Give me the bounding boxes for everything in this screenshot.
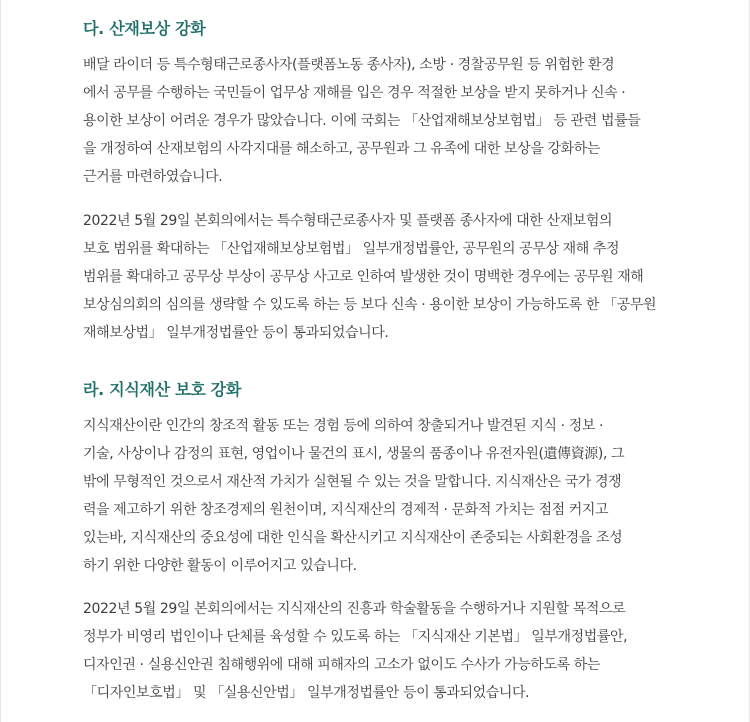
text-line: 2022년 5월 29일 본회의에서는 지식재산의 진흥과 학술활동을 수행하거나 지원할 목적으로	[83, 601, 626, 617]
text-line: 디자인권 · 실용신안권 침해행위에 대해 피해자의 고소가 없이도 수사가 가능하도록 하는	[83, 657, 601, 673]
text-line: 2022년 5월 29일 본회의에서는 특수형태근로종사자 및 플랫폼 종사자에 대한 산재보험의	[83, 213, 613, 229]
text-line: 을 개정하여 산재보험의 사각지대를 해소하고, 공무원과 그 유족에 대한 보상을 강화하는	[83, 141, 601, 157]
text-line: 보호 범위를 확대하는 「산업재해보상보험법」 일부개정법률안, 공무원의 공무상 재해 추정	[83, 241, 620, 257]
paragraph-accident-plenary	[83, 207, 679, 347]
text-line: 기술, 사상이나 감정의 표현, 영업이나 물건의 표시, 생물의 품종이나 유전자원(遺傳資源), 그	[83, 446, 625, 462]
text-line: 에서 공무를 수행하는 국민들이 업무상 재해를 입은 경우 적절한 보상을 받지 못하거나 신속 ·	[83, 85, 626, 101]
text-line: 보상심의회의 심의를 생략할 수 있도록 하는 등 보다 신속 · 용이한 보상이 가능하도록 한 「공무원	[83, 297, 657, 313]
text-line: 근거를 마련하였습니다.	[83, 169, 223, 185]
text-line: 「디자인보호법」 및 「실용신안법」 일부개정법률안 등이 통과되었습니다.	[83, 685, 530, 701]
text-line: 지식재산이란 인간의 창조적 활동 또는 경험 등에 의하여 창출되거나 발견된 지식 · 정보 ·	[83, 418, 604, 434]
section-title-industrial-accident: 다. 산재보상 강화	[83, 19, 206, 38]
text-line: 정부가 비영리 법인이나 단체를 육성할 수 있도록 하는 「지식재산 기본법」 일부개정법률안,	[83, 629, 628, 645]
text-line: 배달 라이더 등 특수형태근로종사자(플랫폼노동 종사자), 소방 · 경찰공무원 등 위험한 환경	[83, 57, 615, 73]
paragraph-ip-background	[83, 412, 679, 580]
text-line: 밖에 무형적인 것으로서 재산적 가치가 실현될 수 있는 것을 말합니다. 지식재산은 국가 경쟁	[83, 474, 622, 490]
paragraph-ip-plenary	[83, 595, 679, 707]
text-line: 범위를 확대하고 공무상 부상이 공무상 사고로 인하여 발생한 것이 명백한 경우에는 공무원 재해	[83, 269, 644, 285]
paragraph-accident-background	[83, 51, 679, 191]
text-line: 하기 위한 다양한 활동이 이루어지고 있습니다.	[83, 558, 357, 574]
text-line: 재해보상법」 일부개정법률안 등이 통과되었습니다.	[83, 325, 389, 341]
text-line: 력을 제고하기 위한 창조경제의 원천이며, 지식재산의 경제적 · 문화적 가치는 점점 커지고	[83, 502, 609, 518]
text-line: 용이한 보상이 어려운 경우가 많았습니다. 이에 국회는 「산업재해보상보험법」 등 관련 법률들	[83, 113, 641, 129]
text-line: 있는바, 지식재산의 중요성에 대한 인식을 확산시키고 지식재산이 존중되는 사회환경을 조성	[83, 530, 623, 546]
section-title-intellectual-property: 라. 지식재산 보호 강화	[83, 380, 241, 399]
